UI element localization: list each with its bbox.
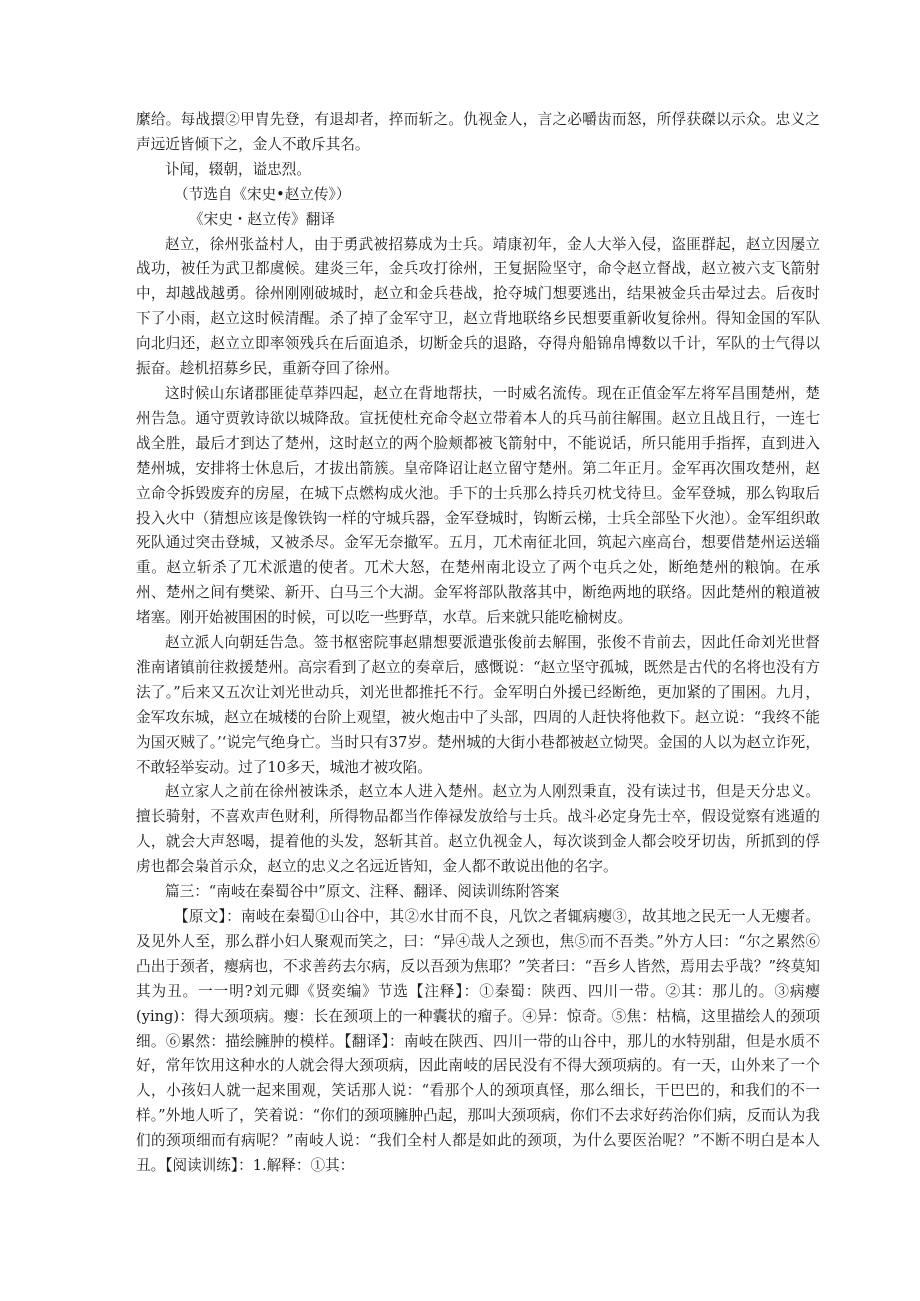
- paragraph-obituary: 讣闻，辍朝，谥忠烈。: [165, 160, 311, 178]
- translation-heading: 《宋史・赵立传》翻译: [189, 210, 335, 228]
- translation-paragraph-4: 赵立家人之前在徐州被诛杀，赵立本人进入楚州。赵立为人刚烈秉直，没有读过书，但是天分忠义。擅长骑射，不喜欢声色财利，所得物品都当作俸禄发放给与士兵。战斗必定身先士卒，假设觉察有逃遁的人，就会大声怒喝，提着他的头发，怒斩其首。赵立仇视金人，每次谈到金人都会咬牙切齿，所抓到的俘虏也都会枭首示众，赵立的忠义之名远近皆知，金人都不敢说出他的名字。: [136, 783, 820, 876]
- paragraph-intro: 縻给。每战擐②甲胄先登，有退却者，捽而斩之。仇视金人，言之必嚼齿而怒，所俘获磔以示众。忠义之声远近皆倾下之，金人不敢斥其名。: [136, 111, 820, 153]
- translation-paragraph-3: 赵立派人向朝廷告急。签书枢密院事赵鼎想要派遣张俊前去解围，张俊不肯前去，因此任命刘光世督淮南诸镇前往救援楚州。高宗看到了赵立的奏章后，感慨说：“赵立坚守孤城，既然是古代的名将也没有方法了。”后来又五次让刘光世动兵，刘光世都推托不行。金军明白外援已经断绝，更加紧的了围困。九月，金军攻东城，赵立在城楼的台阶上观望，被火炮击中了头部，四周的人赶快将他救下。赵立说：“我终不能为国灭贼了。’‘说完气绝身亡。当时只有37岁。楚州城的大街小巷都被赵立恸哭。金国的人以为赵立诈死，不敢轻举妄动。过了10多天，城池才被攻陷。: [136, 634, 820, 776]
- section-heading-3: 篇三：“南岐在秦蜀谷中”原文、注释、翻译、阅读训练附答案: [165, 883, 560, 901]
- translation-paragraph-1: 赵立，徐州张益村人，由于勇武被招募成为士兵。靖康初年，金人大举入侵，盗匪群起，赵立因屡立战功，被任为武卫都虞候。建炎三年，金兵攻打徐州，王复据险坚守，命令赵立督战，赵立被六支飞箭射中，却越战越勇。徐州刚刚破城时，赵立和金兵巷战，抢夺城门想要逃出，结果被金兵击晕过去。后夜时下了小雨，赵立这时候清醒。杀了掉了金军守卫，赵立背地联络乡民想要重新收复徐州。得知金国的军队向北归还，赵立立即率领残兵在后面追杀，切断金兵的退路，夺得舟船锦帛博数以千计，军队的士气得以振奋。趁机招募乡民，重新夺回了徐州。: [136, 235, 820, 378]
- translation-paragraph-2: 这时候山东诸郡匪徒草莽四起，赵立在背地帮扶，一时威名流传。现在正值金军左将军昌围楚州，楚州告急。通守贾敦诗欲以城降敌。宣抚使杜充命令赵立带着本人的兵马前往解围。赵立且战且行，一连七战全胜，最后才到达了楚州，这时赵立的两个脸颊都被飞箭射中，不能说话，所只能用手指挥，直到进入楚州城，安排将士休息后，才拔出箭簇。皇帝降诏让赵立留守楚州。第二年正月。金军再次围攻楚州，赵立命令拆毁废弃的房屋，在城下点燃构成火池。手下的士兵那么持兵刃枕戈待旦。金军登城，那么钩取后投入火中（猜想应该是像铁钩一样的守城兵器，金军登城时，钩断云梯，士兵全部坠下火池）。金军组织敢死队通过突击登城，又被杀尽。金军无奈撤军。五月，兀术南征北回，筑起六座高台，想要借楚州运送辎重。赵立斩杀了兀术派遣的使者。兀术大怒，在楚州南北设立了两个屯兵之处，断绝楚州的粮饷。在承州、楚州之间有樊梁、新开、白马三个大湖。金军将部队散落其中，断绝两地的联络。因此楚州的粮道被堵塞。刚开始被围困的时候，可以吃一些野草，水草。后来就只能吃榆树皮。: [136, 384, 820, 627]
- source-citation: （节选自《宋史•赵立传》）: [174, 185, 351, 203]
- section-3-body: 【原文】：南岐在秦蜀①山谷中，其②水甘而不良，凡饮之者辄病瘿③，故其地之民无一人无瘿者。及见外人至，那么群小妇人聚观而笑之，曰：“异④哉人之颈也，焦⑤而不吾类。”外方人曰：“尔之累然⑥凸出于颈者，瘿病也，不求善药去尔病，反以吾颈为焦耶？”笑者曰：“吾乡人皆然，焉用去乎哉？”终莫知其为丑。一一明?刘元卿《贤奕编》节选【注释】：①秦蜀：陕西、四川一带。②其：那儿的。③病瘿(ying)：得大颈项病。瘿：长在颈项上的一种囊状的瘤子。④异：惊奇。⑤焦：枯槁，这里描绘人的颈项细。⑥累然：描绘臃肿的模样。【翻译】：南岐在陕西、四川一带的山谷中，那儿的水特别甜，但是水质不好，常年饮用这种水的人就会得大颈项病，因此南岐的居民没有不得大颈项病的。有一天，山外来了一个人，小孩妇人就一起来围观，笑话那人说：“看那个人的颈项真怪，那么细长，干巴巴的，和我们的不一样。”外地人听了，笑着说：“你们的颈项臃肿凸起，那叫大颈项病，你们不去求好药治你们病，反而认为我们的颈项细而有病呢？”南岐人说：“我们全村人都是如此的颈项，为什么要医治呢？”不断不明白是本人丑。【阅读训练】：1.解释：①其：: [136, 908, 820, 1175]
